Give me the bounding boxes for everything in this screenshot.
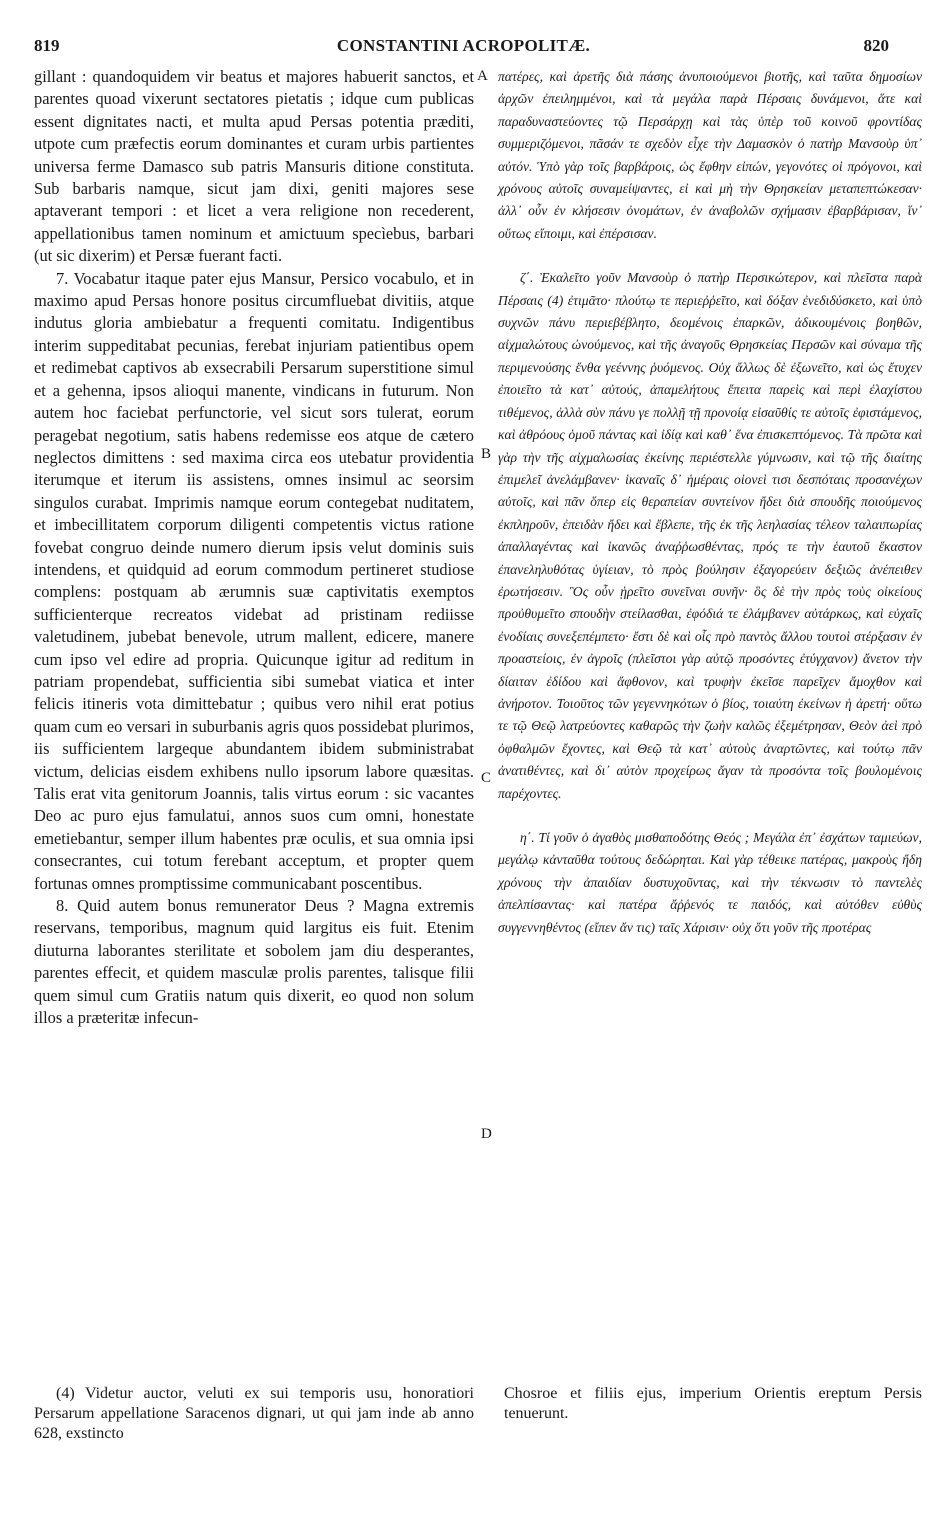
greek-paragraph-8: η΄. Τί γοῦν ὁ ἀγαθὸς μισθαποδότης Θεός ; Μεγάλα ἐπ᾽ ἐσχάτων ταμιεύων, μεγάλῳ κἀνταῦθα τούτους δεδώρηται. Καὶ γὰρ τέθεικε πατέρας, μακροὺς ἤδη χρόνους τὴν ἀπαιδίαν δυστυχοῦντας, καὶ τὴν τέκνωσιν τὸ παντελὲς ἀπελπίσαντας· καὶ πατέρα ἄῤῥενός τε παιδός, καὶ αὐτόθεν εὐθὺς συγγεννηθέντος (εἴπεν ἄν τις) ταῖς Χάρισιν· οὐχ ὅτι γοῦν τῆς προτέρας (498, 830, 922, 935)
latin-paragraph-continued: gillant : quandoquidem vir beatus et majores habuerit sanctos, et parentes quoad vixerunt sectatores pietatis ; idque cum publicas essent dignitates nacti, et multa apud Persas potentia præditi, utpote cum præfectis eorum dominantes et curam urbis partientes universa ferme Damasco sub patris Mansuris ditione constituta. Sub barbaris namque, sicut jam dixi, geniti majores sese aptaverant tempori : et licet a vera religione non recederent, appellationibus tamen nominum et amictuum specìebus, barbari (ut sic dixerim) et Persæ fuerant facti. (34, 67, 474, 266)
margin-marker-c: C (481, 770, 492, 786)
margin-marker-d: D (481, 1126, 492, 1142)
margin-marker-b: B (481, 446, 492, 462)
latin-paragraph-7: 7. Vocabatur itaque pater ejus Mansur, Persico vocabulo, et in maximo apud Persas honore positus circumfluebat divitiis, atque indutus gloria ambiebatur a frequenti comitatu. Indigentibus interim suppeditabat pecunias, ferebat injuriam patientibus opem et redimebat captivos ab exsecrabili Persarum superstitione simul et a gehenna, ipsos alioqui manente, vindicans in futurum. Non autem hoc faciebat perfunctorie, vel sicut sors tulerat, eorum peragebat negotium, satis habens redemisse eos atque de cætero neglectos dimittens : sed maxima circa eos utebatur providentia iterumque et iterum iis assistens, omnes insimul ac seorsim singulos curabat. Imprimis namque eorum contegebat nuditatem, et imbecillitatem corporum diligenti competentis victus ratione fovebat congruo deinde numero dierum ipsis velut dominis suis intendens, et quidquid ad eorum commodum pertineret studiose complens: postquam ab ærumnis suæ captivitatis exemptos sufficienterque recreatos videbat ad pristinam rediisse valetudinem, jubebat benevole, utrum mallent, edicere, manere cum ipso vel edire ad propria. Quicunque igitur ad reditum in patriam propendebat, sufficientia sibi sumebat viatica et inter felicis itineris vota dimittebatur ; quibus vero nihil erat potius quam cum eo versari in suburbanis agris quos possidebat plurimos, iis sufficientem largeque abundantem ibidem subministrabat victum, delicias eisdem exhibens nullo ipsorum labore quæsitas. Talis erat vita genitorum Joannis, talis virtus eorum : sic vacantes Deo ac puro ejus famulatui, annos suos cum omni, honestate emetiebantur, semper illum habentes præ oculis, et sua omnia ipsi consecrantes, cui totum ferebant acceptum, et propter quem fortunas omnes promptissime communicabant poscentibus. (34, 268, 474, 893)
margin-marker-a: A (477, 68, 488, 84)
page-number-right: 820 (863, 36, 889, 55)
latin-paragraph-8: 8. Quid autem bonus remunerator Deus ? Magna extremis reservans, temporibus, magnum quid largitus eis fuit. Etenim diuturna laborantes sterilitate et sobolem jam diu desperantes, parentes effecit, et quidem masculæ prolis parentes, talisque filii quem simul cum Gratiis natum quis dixerit, eo quod non solum illos a præteritæ infecun- (34, 896, 474, 1028)
page-number-left: 819 (34, 36, 60, 55)
greek-column (498, 66, 922, 939)
footnote-left (34, 1384, 474, 1444)
latin-column (34, 66, 474, 1029)
footnote-4-continuation: Chosroe et filiis ejus, imperium Orientis ereptum Persis tenuerunt. (504, 1385, 922, 1422)
footnote-right (504, 1384, 922, 1424)
running-title: CONSTANTINI ACROPOLITÆ. (336, 36, 591, 55)
greek-paragraph-7: ζ΄. Ἐκαλεῖτο γοῦν Μανσοὺρ ὁ πατὴρ Περσικώτερον, καὶ πλεῖστα παρὰ Πέρσαις (4) ἐτιμᾶτο· πλούτῳ τε περιεῤῥεῖτο, καὶ δόξαν ἐνεδιδύσκετο, καὶ ὑπὸ συχνῶν πάνυ περιεβέβλητο, δεομένοις ἐπαρκῶν, ἀδικουμένοις βοηθῶν, αἰχμαλώτους ὠνούμενος, καὶ τῆς ἀναγοῦς Θρησκείας Περσῶν καὶ σύναμα τῆς περιμενούσης ἔνθα γεέννης ῥυόμενος. Οὐχ ἄλλως δὲ ἐξωνεῖτο, καὶ ὡς ἔτυχεν ἐποιεῖτο τὰ κατ᾽ αὐτούς, ἀπαμελήτους ἔπειτα παρεὶς καὶ περὶ ἐλαχίστου τιθέμενος, ἀλλὰ σὺν πάνυ γε πολλῇ τῇ προνοίᾳ εἰσαῦθίς τε αὐτοῖς ἐφιστάμενος, καὶ ἀθρόους ὁμοῦ πάντας καὶ ἰδίᾳ καὶ καθ᾽ ἕνα ἐπισκεπτόμενος. Τὰ πρῶτα καὶ γὰρ τὴν τῆς αἰχμαλωσίας ἐκείνης περιέστελλε γύμνωσιν, καὶ τῷ τῆς διαίτης ἐπιμελεῖ ἀνελάμβανεν· ἱκαναῖς δ᾽ ἡμέραις οἱονεὶ τισι δεσπόταις προσανέχων αὐτοῖς, καὶ πᾶν ὅπερ εἰς θεραπείαν συντείνον ἤδει διὰ σπουδῆς ποιούμενος ἐκπληροῦν, ἐπειδὰν ἤδει καὶ ἔβλεπε, τῆς ἐκ τῆς λεηλασίας τέλεον ταλαιπωρίας ἀπαλλαγέντας καὶ ἱκανῶς ἀναῤῥωσθέντας, πρός τε τὴν ἑαυτοῦ ἕκαστον ἐπανεληλυθότας ὑγίειαν, τὸ πρὸς βούλησιν ἐξαγορεύειν δεξιῶς ἀνέπειθεν ἐρωτήσεσιν. Ὃς οὖν ᾑρεῖτο συνεῖναι συνῆν· ὃς δὲ τὴν πρὸς τοὺς οἰκείους προὐθυμεῖτο σπουδὴν στείλασθαι, ἐφόδιά τε ἐλάμβανεν αὐτάρκως, καὶ εὐχαῖς ἐνοδίαις συνεξεπέμπετο· ἔστι δὲ καὶ οἷς πρὸ παντὸς ἄλλου τουτοὶ στέρξασιν ἐν προαστείοις, ἐν ἀγροῖς (πλεῖστοι γὰρ αὐτῷ προσόντες ἐτύγχανον) ἄνετον τὴν δίαιταν ἐδίδου καὶ ἄφθονον, καὶ τρυφὴν ἐκεῖσε παρεῖχεν ἄμοχθον καὶ ἀνήροτον. Τοιοῦτος τῶν γεγεννηκότων ὁ βίος, τοιαύτη ἐκείνων ἡ ἀρετή· οὕτω τε τῷ Θεῷ λατρεύοντες καθαρῶς τὴν ζωὴν καλῶς ἐξεμέτρησαν, Θεὸν ἀεὶ πρὸ ὀφθαλμῶν ἔχοντες, καὶ Θεῷ τὰ κατ᾽ αὐτοὺς ἀναρτῶντες, καὶ τούτῳ πᾶν ἀνατιθέντες, καὶ δι᾽ αὐτὸν προχείρως ἄγαν τὰ προσόντα τοῖς βουλομένοις παρέχοντες. (498, 270, 922, 801)
footnote-4-text: (4) Videtur auctor, veluti ex sui temporis usu, honoratiori Persarum appellatione Saracenos dignari, ut qui jam inde ab anno 628, exstincto (34, 1385, 474, 1442)
greek-paragraph-continued: πατέρες, καὶ ἀρετῆς διὰ πάσης ἀνυποιούμενοι βιοτῆς, καὶ ταῦτα δημοσίων ἀρχῶν ἐπειλημμένοι, καὶ τὰ μεγάλα παρὰ Πέρσαις δυνάμενοι, ἅτε καὶ παραδυναστεύοντες τῷ Περσάρχῃ καὶ τὰς ὑπὲρ τοῦ κοινοῦ φροντίδας συμμεριζόμενοι, πᾶσάν τε σχεδὸν εἶχε τὴν Δαμασκὸν ὁ πατὴρ Μανσοὺρ ὑπ᾽ αὐτόν. Ὑπὸ γὰρ τοῖς βαρβάροις, ὡς ἔφθην εἰπών, γεγονότες οἱ πρόγονοι, καὶ χρόνους αὐτοῖς συναμείψαντες, εἰ καὶ μὴ τὴν Θρησκείαν μεταπεπτώκεσαν· ἀλλ᾽ οὖν ἐν κλήσεσιν ὀνομάτων, ἐν ἀναβολῶν σχήμασιν ἐβαρβάρισαν, ἵν᾽ οὕτως εἴποιμι, καὶ ἐπέρσισαν. (498, 69, 922, 241)
